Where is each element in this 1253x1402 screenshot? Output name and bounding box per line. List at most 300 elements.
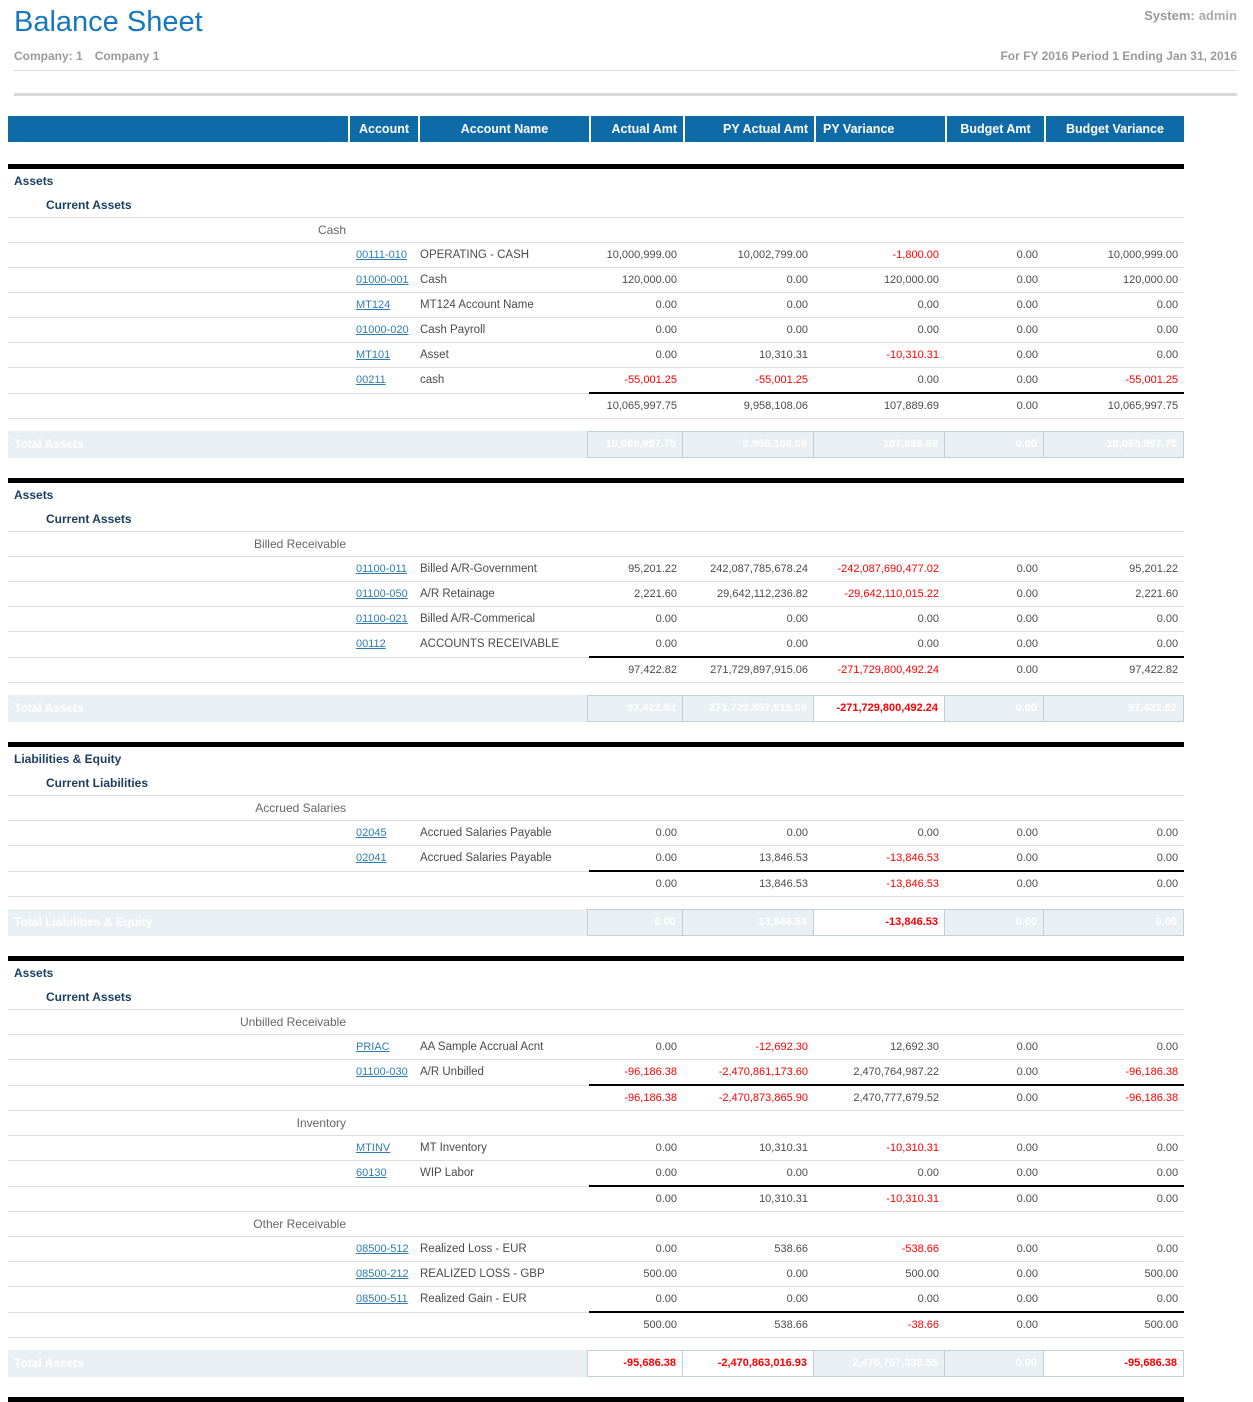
- account-row: [8, 368, 1184, 394]
- account-row: [8, 343, 1184, 368]
- spacer-cell: [418, 1312, 589, 1338]
- account-link[interactable]: 00112: [356, 638, 386, 651]
- hierarchy-spacer: [8, 632, 348, 658]
- hierarchy-spacer: [8, 1262, 348, 1287]
- hierarchy-spacer: [8, 318, 348, 343]
- section-total-row: [8, 431, 1184, 458]
- account-name: Asset: [420, 349, 449, 361]
- subcategory-row: [8, 193, 1184, 218]
- hierarchy-spacer: [8, 846, 348, 872]
- amount-cell: 0.00: [655, 324, 677, 336]
- amount-cell: 0.00: [1016, 613, 1038, 625]
- amount-cell: 0.00: [917, 638, 939, 650]
- amount-cell: 0.00: [1016, 1041, 1038, 1053]
- account-name: ACCOUNTS RECEIVABLE: [420, 638, 560, 651]
- group-filler: [348, 218, 1184, 243]
- column-header-py-actual-amt: PY Actual Amt: [683, 116, 814, 142]
- amount-cell: 0.00: [1156, 613, 1179, 625]
- account-link[interactable]: MT124: [356, 299, 391, 311]
- group-name: Inventory: [296, 1116, 346, 1130]
- total-amount-cell: -95,686.38: [588, 1351, 682, 1376]
- account-name: AA Sample Accrual Acnt: [420, 1041, 544, 1053]
- amount-cell: 0.00: [917, 1167, 939, 1179]
- total-amount-cell: 271,729,897,915.06: [682, 696, 813, 721]
- system-label: System:: [1144, 8, 1195, 23]
- amount-cell: 0.00: [917, 1293, 939, 1305]
- subtotal-amount-cell: -10,310.31: [814, 1186, 945, 1212]
- amount-cell: 0.00: [1016, 299, 1038, 311]
- subtotal-amount-cell: -271,729,800,492.24: [814, 657, 945, 683]
- account-link[interactable]: 01000-001: [356, 274, 409, 286]
- account-row: [8, 1060, 1184, 1086]
- total-amount-cell: 10,065,997.75: [605, 438, 676, 450]
- subtotal-amount-cell: 0.00: [945, 1312, 1044, 1338]
- hierarchy-spacer: [8, 1312, 348, 1338]
- amount-cell: 0.00: [1016, 1142, 1038, 1154]
- account-cell: [348, 557, 418, 582]
- section-total-row: [8, 909, 1184, 936]
- group-filler: [348, 1111, 1184, 1136]
- section-total-cells: [587, 695, 1184, 722]
- amount-cell: 0.00: [1016, 249, 1038, 261]
- balance-section-table: [8, 169, 1184, 419]
- group-row: [8, 1111, 1184, 1136]
- account-link[interactable]: MTINV: [356, 1142, 391, 1154]
- group-subtotal-row: [8, 657, 1184, 683]
- subtotal-amount-cell: 0.00: [945, 657, 1044, 683]
- amount-cell: -10,310.31: [886, 1142, 939, 1154]
- subtotal-amount-cell: 0.00: [1044, 1186, 1184, 1212]
- hierarchy-spacer: [8, 343, 348, 368]
- total-amount-cell: 97,422.82: [1043, 696, 1183, 721]
- subtotal-amount-cell: 0.00: [945, 871, 1044, 897]
- account-row: [8, 1237, 1184, 1262]
- hierarchy-spacer: [8, 1237, 348, 1262]
- report-period: For FY 2016 Period 1 Ending Jan 31, 2016: [1000, 49, 1237, 63]
- amount-cell: 0.00: [655, 349, 677, 361]
- amount-cell: 0.00: [1156, 324, 1179, 336]
- amount-cell: -12,692.30: [755, 1041, 808, 1053]
- group-row: [8, 532, 1184, 557]
- hierarchy-spacer: [8, 871, 348, 897]
- hierarchy-spacer: [8, 293, 348, 318]
- section-subcategory: Current Assets: [46, 198, 132, 212]
- total-amount-cell: 97,422.82: [627, 702, 676, 714]
- account-link[interactable]: 01100-050: [356, 588, 408, 600]
- total-amount-cell: 9,958,108.06: [682, 432, 813, 457]
- amount-cell: 10,000,999.00: [1107, 249, 1179, 261]
- amount-cell: 0.00: [917, 613, 939, 625]
- amount-cell: 0.00: [1156, 852, 1179, 864]
- subtotal-amount-cell: 97,422.82: [1044, 657, 1184, 683]
- subtotal-amount-cell: 107,889.69: [814, 393, 945, 419]
- amount-cell: 0.00: [786, 827, 808, 839]
- amount-cell: 10,310.31: [759, 1142, 808, 1154]
- report-bottom-rule: [8, 1397, 1184, 1402]
- amount-cell: 0.00: [1156, 299, 1179, 311]
- subtotal-amount-cell: 13,846.53: [683, 871, 814, 897]
- subtotal-amount-cell: 9,958,108.06: [683, 393, 814, 419]
- hierarchy-spacer: [8, 243, 348, 268]
- amount-cell: 0.00: [1016, 374, 1038, 386]
- account-cell: [348, 268, 418, 293]
- amount-cell: -10,310.31: [886, 349, 939, 361]
- spacer-cell: [348, 871, 418, 897]
- spacer-cell: [418, 1085, 589, 1111]
- amount-cell: 500.00: [905, 1268, 939, 1280]
- system-user: [1144, 6, 1237, 23]
- total-amount-cell: -13,846.53: [813, 910, 944, 935]
- group-subtotal-row: [8, 871, 1184, 897]
- account-link[interactable]: PRIAC: [356, 1041, 390, 1053]
- account-link[interactable]: 08500-511: [356, 1293, 408, 1306]
- column-header-budget-variance: Budget Variance: [1044, 116, 1184, 142]
- account-link[interactable]: 01000-020: [356, 324, 409, 336]
- subtotal-amount-cell: 0.00: [945, 1085, 1044, 1111]
- account-cell: [348, 1237, 418, 1262]
- group-subtotal-row: [8, 1186, 1184, 1212]
- spacer-cell: [348, 1186, 418, 1212]
- total-amount-cell: 0.00: [944, 1351, 1043, 1376]
- group-filler: [348, 1212, 1184, 1237]
- total-amount-cell: 13,846.53: [682, 910, 813, 935]
- account-row: [8, 557, 1184, 582]
- page-title: Balance Sheet: [14, 6, 203, 38]
- account-link[interactable]: 02041: [356, 852, 387, 865]
- account-link[interactable]: MT101: [356, 349, 391, 361]
- account-name: OPERATING - CASH: [420, 249, 530, 261]
- company-label: Company: 1: [14, 49, 83, 63]
- account-row: [8, 1287, 1184, 1313]
- account-link[interactable]: 01100-011: [356, 563, 407, 575]
- amount-cell: 0.00: [917, 324, 939, 336]
- subtotal-amount-cell: 10,310.31: [683, 1186, 814, 1212]
- account-name: Realized Gain - EUR: [420, 1293, 527, 1306]
- account-link[interactable]: 00111-010: [356, 249, 407, 261]
- amount-cell: -96,186.38: [1125, 1066, 1179, 1078]
- group-filler: [348, 532, 1184, 557]
- account-name: Accrued Salaries Payable: [420, 852, 552, 865]
- account-row: [8, 293, 1184, 318]
- account-cell: [348, 582, 418, 607]
- amount-cell: 10,000,999.00: [606, 249, 677, 261]
- group-row: [8, 1212, 1184, 1237]
- header-divider: [14, 93, 1237, 96]
- amount-cell: 10,310.31: [759, 349, 808, 361]
- amount-cell: 0.00: [917, 299, 939, 311]
- account-name: MT124 Account Name: [420, 299, 534, 311]
- system-value: admin: [1198, 8, 1237, 23]
- account-cell: [348, 632, 418, 658]
- column-header-py-variance: PY Variance: [814, 116, 945, 142]
- hierarchy-spacer: [8, 582, 348, 607]
- amount-cell: 0.00: [1156, 1167, 1179, 1179]
- hierarchy-spacer: [8, 557, 348, 582]
- subtotal-amount-cell: 0.00: [945, 393, 1044, 419]
- account-row: [8, 607, 1184, 632]
- account-row: [8, 1136, 1184, 1161]
- title-line: [14, 6, 1237, 39]
- hierarchy-spacer: [8, 1136, 348, 1161]
- total-amount-cell: 0.00: [1043, 910, 1183, 935]
- amount-cell: -538.66: [901, 1243, 939, 1255]
- account-name: Billed A/R-Government: [420, 563, 537, 575]
- account-link[interactable]: 00211: [356, 374, 386, 387]
- section-category: Assets: [14, 488, 54, 502]
- account-link[interactable]: 02045: [356, 827, 387, 839]
- group-row: [8, 1010, 1184, 1035]
- subtotal-amount-cell: 10,065,997.75: [589, 393, 683, 419]
- account-row: [8, 1161, 1184, 1187]
- section-subcategory: Current Liabilities: [46, 776, 149, 790]
- account-link[interactable]: 08500-212: [356, 1268, 409, 1280]
- amount-cell: 0.00: [1156, 1293, 1179, 1305]
- section-total-label: Total Assets: [14, 1356, 85, 1370]
- account-row: [8, 243, 1184, 268]
- section-total-label: Total Assets: [14, 437, 85, 451]
- section-category: Liabilities & Equity: [14, 752, 122, 766]
- column-header-account: Account: [348, 116, 418, 142]
- amount-cell: 0.00: [1016, 274, 1038, 286]
- balance-section-table: [8, 483, 1184, 683]
- group-name: Accrued Salaries: [255, 801, 346, 815]
- subtotal-amount-cell: 500.00: [1044, 1312, 1184, 1338]
- section-total-row: [8, 695, 1184, 722]
- amount-cell: 500.00: [643, 1268, 677, 1280]
- subtotal-amount-cell: -96,186.38: [1044, 1085, 1184, 1111]
- amount-cell: 0.00: [1016, 349, 1038, 361]
- section-category: Assets: [14, 174, 54, 188]
- amount-cell: 500.00: [1144, 1268, 1179, 1280]
- hierarchy-spacer: [8, 1035, 348, 1060]
- group-name: Unbilled Receivable: [239, 1015, 346, 1029]
- amount-cell: 0.00: [655, 1167, 677, 1179]
- column-header-actual-amt: Actual Amt: [589, 116, 683, 142]
- amount-cell: 13,846.53: [759, 852, 808, 864]
- section-total-label: Total Assets: [14, 701, 85, 715]
- spacer-cell: [418, 657, 589, 683]
- total-amount-cell: -95,686.38: [1043, 1351, 1183, 1376]
- account-name: cash: [420, 374, 445, 387]
- company-info: [14, 49, 159, 63]
- account-name: A/R Retainage: [420, 588, 495, 600]
- subcategory-row: [8, 507, 1184, 532]
- subtotal-amount-cell: -38.66: [814, 1312, 945, 1338]
- total-amount-cell: 0.00: [944, 432, 1043, 457]
- section-subcategory: Current Assets: [46, 990, 132, 1004]
- amount-cell: 0.00: [1016, 588, 1038, 600]
- amount-cell: 0.00: [1016, 1243, 1038, 1255]
- section-total-cells: [587, 1350, 1184, 1377]
- section-total-row: [8, 1350, 1184, 1377]
- hierarchy-spacer: [8, 657, 348, 683]
- total-amount-cell: -271,729,800,492.24: [813, 696, 944, 721]
- subtotal-amount-cell: 0.00: [589, 1186, 683, 1212]
- subtotal-amount-cell: 538.66: [683, 1312, 814, 1338]
- amount-cell: 120,000.00: [1123, 274, 1179, 286]
- account-row: [8, 632, 1184, 658]
- amount-cell: 0.00: [1016, 1066, 1038, 1078]
- hierarchy-spacer: [8, 1186, 348, 1212]
- group-row: [8, 218, 1184, 243]
- account-link[interactable]: 01100-021: [356, 613, 408, 625]
- account-cell: [348, 1287, 418, 1313]
- amount-cell: 0.00: [1016, 638, 1038, 650]
- amount-cell: -55,001.25: [755, 374, 808, 386]
- total-amount-cell: 0.00: [944, 910, 1043, 935]
- amount-cell: -55,001.25: [624, 374, 677, 386]
- header-gap: [0, 142, 1253, 164]
- spacer-cell: [418, 871, 589, 897]
- total-amount-cell: 10,065,997.75: [1043, 432, 1183, 457]
- hierarchy-spacer: [8, 607, 348, 632]
- amount-cell: 0.00: [1156, 827, 1179, 839]
- account-cell: [348, 243, 418, 268]
- amount-cell: 0.00: [1016, 1167, 1038, 1179]
- amount-cell: 120,000.00: [883, 274, 939, 286]
- amount-cell: 0.00: [1156, 1041, 1179, 1053]
- meta-line: [14, 49, 1237, 71]
- account-name: WIP Labor: [420, 1167, 475, 1180]
- amount-cell: 0.00: [786, 274, 808, 286]
- hierarchy-spacer: [8, 1085, 348, 1111]
- account-row: [8, 268, 1184, 293]
- amount-cell: 0.00: [786, 324, 808, 336]
- report-body: [0, 164, 1253, 1402]
- hierarchy-spacer: [8, 268, 348, 293]
- section-total-label: Total Liabilities & Equity: [14, 915, 153, 929]
- account-row: [8, 582, 1184, 607]
- account-cell: [348, 1136, 418, 1161]
- spacer-cell: [348, 1312, 418, 1338]
- amount-cell: 0.00: [1156, 349, 1179, 361]
- subtotal-amount-cell: 2,470,777,679.52: [814, 1085, 945, 1111]
- amount-cell: 2,470,764,987.22: [853, 1066, 939, 1078]
- amount-cell: 95,201.22: [628, 563, 677, 575]
- hierarchy-spacer: [8, 821, 348, 846]
- page-header: [0, 0, 1253, 96]
- amount-cell: 0.00: [655, 827, 677, 839]
- amount-cell: -55,001.25: [1125, 374, 1179, 386]
- amount-cell: -1,800.00: [892, 249, 939, 261]
- amount-cell: 0.00: [1016, 852, 1038, 864]
- subtotal-amount-cell: 97,422.82: [589, 657, 683, 683]
- subtotal-amount-cell: -96,186.38: [589, 1085, 683, 1111]
- account-name: Cash Payroll: [420, 324, 486, 336]
- total-amount-cell: 0.00: [944, 696, 1043, 721]
- group-name: Billed Receivable: [253, 537, 346, 551]
- amount-cell: 0.00: [1016, 324, 1038, 336]
- section-total-cells: [587, 909, 1184, 936]
- account-cell: [348, 343, 418, 368]
- column-header-account-name: Account Name: [418, 116, 589, 142]
- account-link[interactable]: 01100-030: [356, 1066, 408, 1079]
- subcategory-row: [8, 771, 1184, 796]
- section-total-cells: [587, 431, 1184, 458]
- account-cell: [348, 318, 418, 343]
- subtotal-amount-cell: 0.00: [945, 1186, 1044, 1212]
- account-row: [8, 1035, 1184, 1060]
- amount-cell: 0.00: [917, 827, 939, 839]
- subtotal-amount-cell: 0.00: [589, 871, 683, 897]
- amount-cell: 0.00: [655, 638, 677, 650]
- account-cell: [348, 1060, 418, 1086]
- spacer-cell: [348, 657, 418, 683]
- account-row: [8, 821, 1184, 846]
- section-subcategory: Current Assets: [46, 512, 132, 526]
- amount-cell: 120,000.00: [621, 274, 677, 286]
- hierarchy-spacer: [8, 1161, 348, 1187]
- amount-cell: 0.00: [1156, 1142, 1179, 1154]
- amount-cell: 0.00: [655, 1243, 677, 1255]
- account-cell: [348, 1035, 418, 1060]
- amount-cell: 0.00: [1156, 638, 1179, 650]
- account-cell: [348, 368, 418, 394]
- account-cell: [348, 607, 418, 632]
- amount-cell: 2,221.60: [1135, 588, 1179, 600]
- category-row: [8, 483, 1184, 507]
- group-filler: [348, 1010, 1184, 1035]
- amount-cell: 0.00: [786, 638, 808, 650]
- account-name: Billed A/R-Commerical: [420, 613, 536, 625]
- amount-cell: 0.00: [1016, 1293, 1038, 1305]
- amount-cell: -96,186.38: [624, 1066, 677, 1078]
- amount-cell: 242,087,785,678.24: [710, 563, 808, 575]
- category-row: [8, 961, 1184, 985]
- hierarchy-spacer: [8, 1060, 348, 1086]
- amount-cell: 0.00: [786, 613, 808, 625]
- balance-section-table: [8, 961, 1184, 1338]
- account-link[interactable]: 08500-512: [356, 1243, 409, 1255]
- subtotal-amount-cell: -2,470,873,865.90: [683, 1085, 814, 1111]
- account-row: [8, 318, 1184, 343]
- group-subtotal-row: [8, 393, 1184, 419]
- amount-cell: -2,470,861,173.60: [718, 1066, 808, 1078]
- amount-cell: 0.00: [786, 1167, 808, 1179]
- spacer-cell: [418, 1186, 589, 1212]
- amount-cell: 0.00: [655, 852, 677, 864]
- category-row: [8, 747, 1184, 771]
- header-spacer: [8, 116, 348, 142]
- account-name: Realized Loss - EUR: [420, 1243, 527, 1255]
- amount-cell: -29,642,110,015.22: [844, 588, 939, 600]
- amount-cell: 0.00: [786, 1293, 808, 1305]
- balance-section-table: [8, 747, 1184, 897]
- subtotal-amount-cell: 500.00: [589, 1312, 683, 1338]
- account-cell: [348, 1262, 418, 1287]
- total-amount-cell: 107,889.69: [813, 432, 944, 457]
- amount-cell: 0.00: [1016, 827, 1038, 839]
- total-amount-cell: -2,470,863,016.93: [682, 1351, 813, 1376]
- spacer-cell: [348, 1085, 418, 1111]
- amount-cell: 12,692.30: [890, 1041, 939, 1053]
- amount-cell: 2,221.60: [634, 588, 677, 600]
- account-link[interactable]: 60130: [356, 1167, 387, 1180]
- spacer-cell: [418, 393, 589, 419]
- amount-cell: -13,846.53: [886, 852, 939, 864]
- account-cell: [348, 293, 418, 318]
- group-name: Other Receivable: [253, 1217, 346, 1231]
- account-name: MT Inventory: [420, 1142, 487, 1154]
- group-name: Cash: [317, 223, 346, 237]
- amount-cell: -242,087,690,477.02: [837, 563, 939, 575]
- account-name: Cash: [420, 274, 447, 286]
- subtotal-amount-cell: 10,065,997.75: [1044, 393, 1184, 419]
- subtotal-amount-cell: 0.00: [1044, 871, 1184, 897]
- amount-cell: 10,002,799.00: [737, 249, 808, 261]
- table-header: [8, 116, 1184, 142]
- hierarchy-spacer: [8, 1287, 348, 1313]
